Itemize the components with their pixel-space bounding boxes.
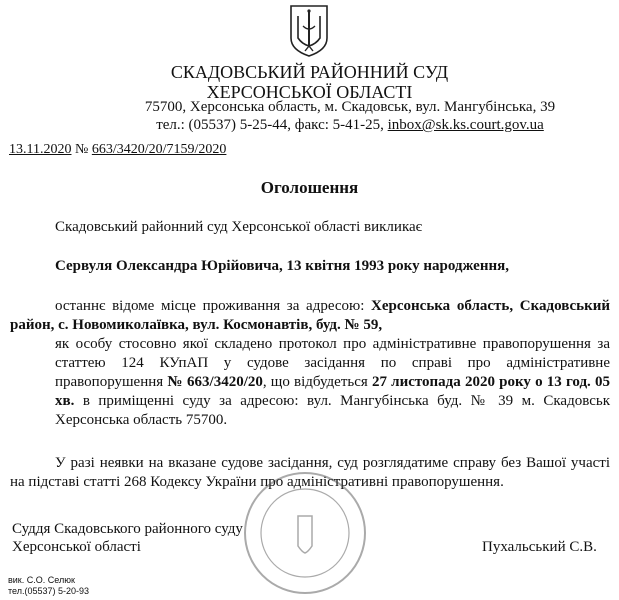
executor-phone: тел.(05537) 5-20-93 bbox=[8, 586, 90, 596]
hearing-date: 27 листопада 2020 року о 13 год. 05 хв. bbox=[55, 374, 610, 409]
contacts-text: тел.: (05537) 5-25-44, факс: 5-41-25, bbox=[156, 117, 388, 133]
case-number: № 663/3420/20 bbox=[167, 374, 263, 390]
case-text-2: , що відбудеться bbox=[262, 374, 372, 390]
court-name: СКАДОВСЬКИЙ РАЙОННИЙ СУД bbox=[170, 62, 449, 82]
case-text-3: в приміщенні суду за адресою: вул. Мангубінська буд. № 39 м. Скадовськ Херсонська область 75700. bbox=[55, 393, 610, 428]
residence-address: Херсонська область, Скадовський район, с. Новомиколаївка, вул. Космонавтів, буд. № 59, bbox=[10, 298, 610, 333]
executor-name: вик. С.О. Селюк bbox=[8, 575, 75, 585]
coat-of-arms-icon bbox=[288, 4, 330, 58]
summons-paragraph bbox=[10, 297, 610, 430]
address-lead: останнє відоме місце проживання за адресою: bbox=[55, 298, 372, 314]
document-title: Оголошення bbox=[260, 178, 359, 197]
court-contacts bbox=[110, 117, 590, 134]
outgoing-number-prefix: № bbox=[71, 142, 92, 157]
judge-name: Пухальський С.В. bbox=[482, 539, 597, 555]
summoned-person: Сервуля Олександра Юрійовича, 13 квітня 1993 року народження, bbox=[55, 258, 509, 274]
email-link[interactable]: inbox@sk.ks.court.gov.ua bbox=[387, 117, 544, 133]
outgoing-date: 13.11.2020 bbox=[9, 142, 72, 157]
court-region: ХЕРСОНСЬКОЇ ОБЛАСТІ bbox=[206, 82, 413, 102]
warning-text: У разі неявки на вказане судове засідання, суд розглядатиме справу без Вашої участі на підставі статті 268 Кодексу України про адміністративні правопорушення. bbox=[10, 455, 610, 490]
case-text-1: як особу стосовно якої складено протокол про адміністративне правопорушення за статтею 124 КУпАП у судове засідання по справі про адміністративне правопорушення bbox=[55, 336, 610, 390]
outgoing-number: 663/3420/20/7159/2020 bbox=[91, 142, 227, 157]
court-address: 75700, Херсонська область, м. Скадовськ, вул. Мангубінська, 39 bbox=[144, 99, 556, 115]
signatory-position-line1: Суддя Скадовського районного суду bbox=[12, 521, 243, 537]
signatory-position-line2: Херсонської області bbox=[12, 539, 141, 555]
official-stamp-icon bbox=[240, 468, 370, 598]
case-details bbox=[10, 335, 610, 430]
intro-text: Скадовський районний суд Херсонської області викликає bbox=[55, 219, 423, 235]
outgoing-reference bbox=[9, 142, 226, 158]
